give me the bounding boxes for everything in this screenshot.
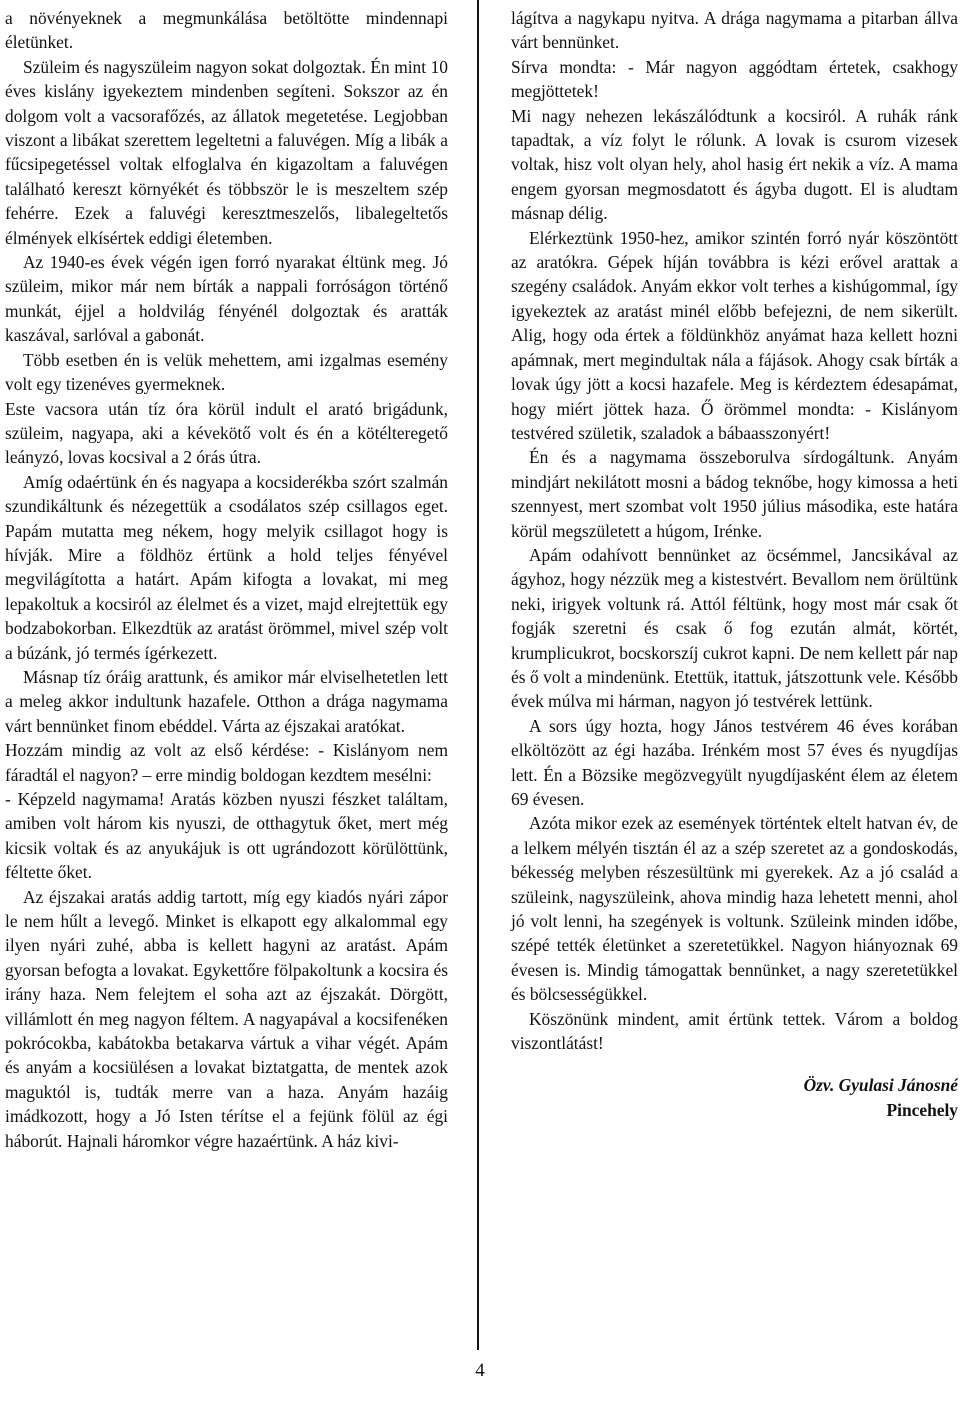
paragraph: Másnap tíz óráig arattunk, és amikor már elviselhetetlen lett a meleg akkor indultunk hazafele. Otthon a drága nagymama várt bennünket finom ebéddel. Várta az éjszakai aratókat. bbox=[5, 666, 448, 736]
paragraph: Szüleim és nagyszüleim nagyon sokat dolgoztak. Én mint 10 éves kislány igyekeztem mindenben segíteni. Sokszor az én dolgom volt a vacsorafőzés, az állatok megetetése. Legjobban viszont a libákat szerettem legeltetni a faluvégen. Míg a libák a fűcsipegetéssel voltak elfoglalva én kigazoltam a faluvégen található kereszt környékét és többször le is meszeltem szép fehérre. Ezek a faluvégi keresztmeszelős, libalegeltetős élmények elkísértek eddigi életemben. bbox=[5, 56, 448, 248]
paragraph: lágítva a nagykapu nyitva. A drága nagymama a pitarban állva várt bennünket. bbox=[511, 8, 958, 53]
page-number: 4 bbox=[475, 1360, 485, 1381]
paragraph: Azóta mikor ezek az események történtek eltelt hatvan év, de a lelkem mélyén tisztán él az a szép szeretet az a gondoskodás, békesség melyben részesültünk mi gyerekek. Az a jó család a szüleink, nagyszüleink, ahova mindig haza lehetett menni, ahol jó volt lenni, ha szegények is voltunk. Szüleink minden időbe, szépé tették életünket a szeretetükkel. Nagyon hiányoznak 69 évesen is. Mindig támogattak bennünket, a nagy szeretetükkel és bölcsességükkel. bbox=[511, 813, 958, 1005]
paragraph: Amíg odaértünk én és nagyapa a kocsiderékba szórt szalmán szundikáltunk és nézegettük a csodálatos szép csillagos eget. Papám mutatta meg nékem, hogy melyik csillagot hogy is hívják. Mire a földhöz értünk a hold teljes fényével megvilágította a határt. Apám kifogta a lovakat, mi meg lepakoltuk a kocsiról az élelmet és a vizet, majd elrejtettük egy bodzabokorban. Elkezdtük az aratást örömmel, mivel szép volt a búzánk, jó termés ígérkezett. bbox=[5, 471, 448, 663]
paragraph: A sors úgy hozta, hogy János testvérem 46 éves korában elköltözött az égi hazába. Irénkém most 57 éves és nyugdíjas lett. Én a Bözsike megözvegyült nyugdíjasként élem az életem 69 évesen. bbox=[511, 715, 958, 809]
paragraph: Elérkeztünk 1950-hez, amikor szintén forró nyár köszöntött az aratókra. Gépek híján továbbra is kézi erővel arattak a szegény családok. Anyám ekkor volt terhes a kishúgommal, így igyekeztek az aratást minél előbb befejezni, de nem sikerült. Alig, hogy oda értek a földünkhöz anyámat haza kellett hozni apámnak, mert megindultak nála a fájások. Ahogy csak bírták a lovak úgy jött a kocsi hazafele. Meg is kérdeztem édesapámat, hogy miért jöttek haza. Ő örömmel mondta: - Kislányom testvéred születik, szaladok a bábaasszonyért! bbox=[511, 227, 958, 443]
paragraph: - Képzeld nagymama! Aratás közben nyuszi fészket találtam, amiben volt három kis nyuszi, de otthagytuk őket, mert még kicsik voltak és az anyukájuk is ott ugrándozott körülöttünk, féltette őket. bbox=[5, 789, 448, 883]
paragraph: Én és a nagymama összeborulva sírdogáltunk. Anyám mindjárt nekilátott mosni a bádog teknőbe, hogy kimossa a heti szennyest, mert szombat volt 1950 július másodika, este határa körül megszületett a húgom, Irénke. bbox=[511, 447, 958, 541]
paragraph: Mi nagy nehezen lekászálódtunk a kocsiról. A ruhák ránk tapadtak, a víz folyt le rólunk. A lovak is csurom vizesek voltak, hisz volt olyan hely, ahol hasig ért nekik a víz. A mama engem gyorsan megmosdatott és ágyba dugott. El is aludtam másnap délig. bbox=[511, 105, 958, 224]
right-column bbox=[511, 6, 958, 1122]
signature-place: Pincehely bbox=[886, 1099, 958, 1120]
paragraph: Este vacsora után tíz óra körül indult el arató brigádunk, szüleim, nagyapa, aki a kévekötő volt és én a kötélteregető leányzó, lovas kocsival a 2 órás útra. bbox=[5, 398, 448, 468]
paragraph: Köszönünk mindent, amit értünk tettek. Várom a boldog viszontlátást! bbox=[511, 1008, 958, 1054]
column-divider bbox=[477, 0, 479, 1350]
left-column bbox=[5, 6, 448, 1153]
paragraph: Sírva mondta: - Már nagyon aggódtam értetek, csakhogy megjöttetek! bbox=[511, 56, 958, 102]
paragraph: Apám odahívott bennünket az öcsémmel, Jancsikával az ágyhoz, hogy nézzük meg a kistestvért. Bevallom nem örültünk neki, irigyek voltunk rá. Attól féltünk, hogy most már csak őt fogják szeretni és csak ő fog ezután almát, körtét, krumplicukrot, bocskorszíj cukrot kapni. De nem kellett pár nap és ő volt a mindenünk. Etettük, itattuk, játszottunk vele. Később évek múlva mi hárman, nagyon jó testvérek lettünk. bbox=[511, 544, 958, 712]
paragraph: Az éjszakai aratás addig tartott, míg egy kiadós nyári zápor le nem hűlt a levegő. Minket is elkapott egy alkalommal egy ilyen nyári zuhé, abba is kellett hagyni az aratást. Apám gyorsan befogta a lovakat. Egykettőre fölpakoltunk a kocsira és irány haza. Nem felejtem el soha azt az éjszakát. Dörgött, villámlott én meg nagyon féltem. A nagyapával a kocsifenéken pokrócokba, kabátokba betakarva vártuk a vihar végét. Apám és anyám a kocsiülésen a lovakat biztatgatta, de mentek azok maguktól is, tudták merre van a haza. Anyám hazáig imádkozott, hogy a Jó Isten térítse el a fejünk fölül az égi háborút. Hajnali háromkor végre hazaértünk. A ház kivi- bbox=[5, 886, 448, 1151]
paragraph: Több esetben én is velük mehettem, ami izgalmas esemény volt egy tizenéves gyermeknek. bbox=[5, 349, 448, 395]
paragraph: Hozzám mindig az volt az első kérdése: - Kislányom nem fáradtál el nagyon? – erre mindig boldogan kezdtem mesélni: bbox=[5, 740, 448, 785]
paragraph: Az 1940-es évek végén igen forró nyarakat éltünk meg. Jó szüleim, mikor már nem bírták a nappali forróságon történő munkát, éjjel a holdvilág fényénél dolgoztak és aratták kaszával, sarlóval a gabonát. bbox=[5, 252, 448, 346]
signature-name: Özv. Gyulasi Jánosné bbox=[803, 1075, 958, 1096]
paragraph: a növényeknek a megmunkálása betöltötte mindennapi életünket. bbox=[5, 8, 448, 53]
